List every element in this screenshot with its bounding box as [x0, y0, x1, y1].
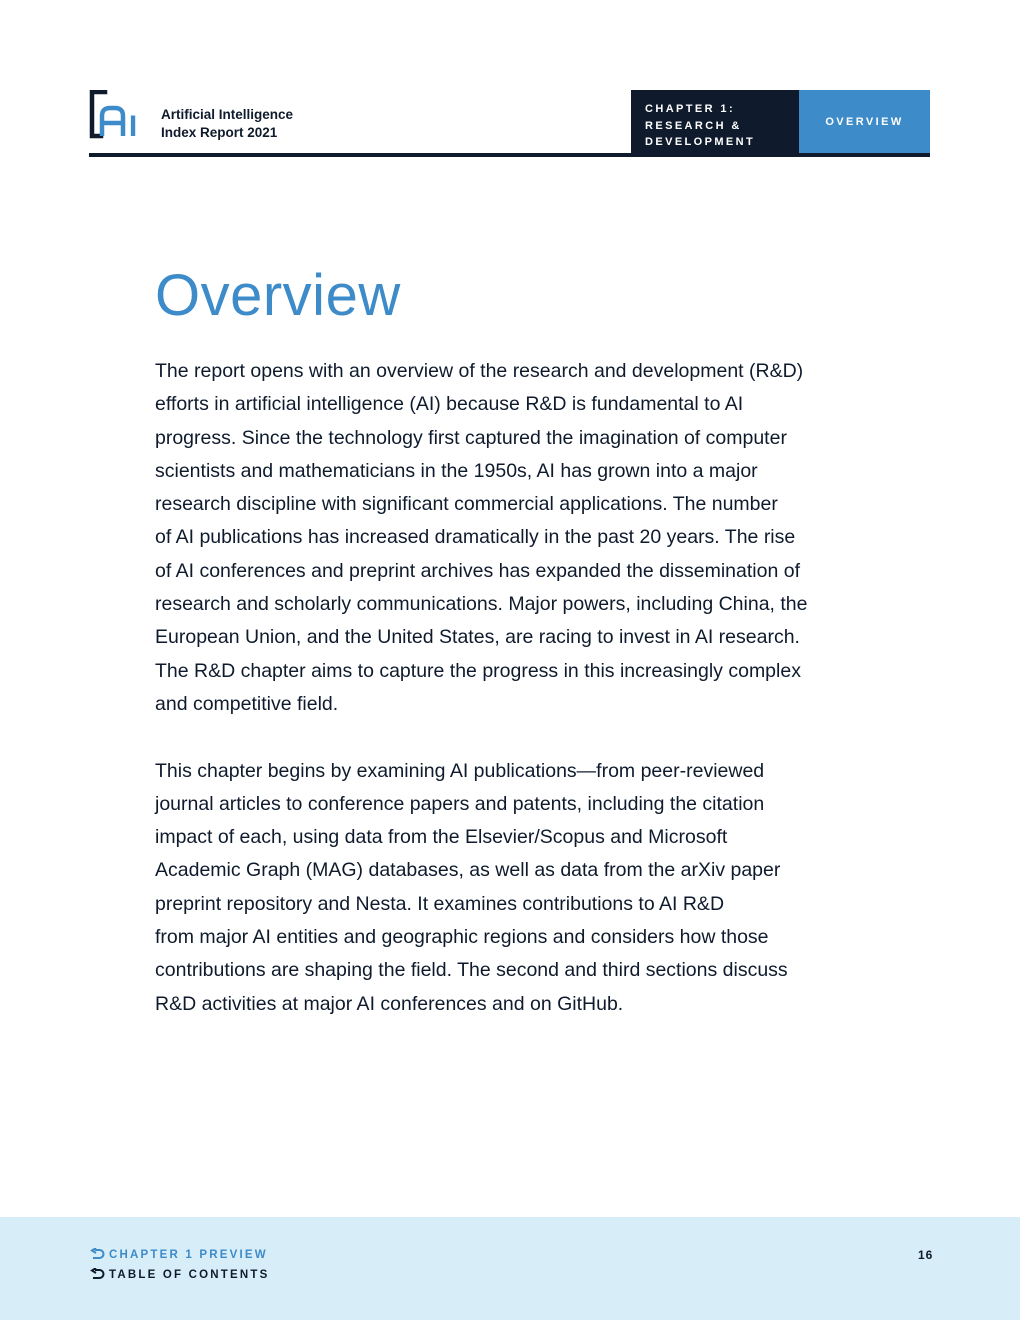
text-line: The R&D chapter aims to capture the progress in this increasingly complex	[155, 659, 801, 682]
text-line: of AI publications has increased dramatically in the past 20 years. The rise	[155, 526, 796, 549]
text-line: contributions are shaping the field. The second and third sections discuss	[155, 959, 788, 982]
chapter-preview-link[interactable]	[90, 1248, 268, 1261]
text-line: R&D activities at major AI conferences and on GitHub.	[155, 992, 624, 1015]
table-of-contents-label: TABLE OF CONTENTS	[109, 1268, 270, 1281]
chapter-preview-label: CHAPTER 1 PREVIEW	[109, 1248, 268, 1261]
paragraph-2	[155, 755, 900, 1021]
chapter-tab-line1: CHAPTER 1:	[645, 103, 736, 115]
svg-text:I: I	[128, 110, 138, 140]
text-line: efforts in artificial intelligence (AI) because R&D is fundamental to AI	[155, 393, 744, 416]
text-line: from major AI entities and geographic regions and considers how those	[155, 926, 769, 949]
return-arrow-icon	[90, 1268, 105, 1281]
page-header	[89, 90, 930, 156]
text-line: progress. Since the technology first captured the imagination of computer	[155, 426, 787, 449]
text-line: journal articles to conference papers and patents, including the citation	[155, 792, 765, 815]
header-divider	[89, 153, 930, 157]
chapter-tab-line3: DEVELOPMENT	[645, 136, 756, 148]
text-line: The report opens with an overview of the research and development (R&D)	[155, 360, 804, 382]
text-line: scientists and mathematicians in the 1950s, AI has grown into a major	[155, 459, 758, 482]
text-line: European Union, and the United States, are racing to invest in AI research.	[155, 626, 800, 649]
text-line: This chapter begins by examining AI publications—from peer-reviewed	[155, 759, 765, 782]
report-title	[161, 106, 293, 142]
report-title-line2: Index Report 2021	[161, 125, 278, 140]
paragraph-1	[155, 355, 900, 721]
ai-index-logo	[89, 90, 145, 140]
logo-text: AI	[117, 138, 118, 139]
text-line: impact of each, using data from the Elsevier/Scopus and Microsoft	[155, 826, 728, 849]
text-line: of AI conferences and preprint archives has expanded the dissemination of	[155, 559, 800, 582]
text-line: and competitive field.	[155, 692, 339, 715]
text-line: preprint repository and Nesta. It examines contributions to AI R&D	[155, 892, 725, 915]
page-footer	[0, 1217, 1020, 1320]
return-arrow-icon	[90, 1248, 105, 1261]
chapter-tab[interactable]	[631, 90, 799, 153]
page-number: 16	[918, 1248, 934, 1262]
text-line: research discipline with significant commercial applications. The number	[155, 493, 778, 516]
overview-tab[interactable]: OVERVIEW	[799, 90, 930, 153]
table-of-contents-link[interactable]	[90, 1268, 270, 1281]
chapter-tab-line2: RESEARCH &	[645, 119, 742, 132]
report-title-line1: Artificial Intelligence	[161, 107, 294, 122]
page-title: Overview	[155, 263, 401, 328]
body-text	[155, 355, 900, 1021]
text-line: Academic Graph (MAG) databases, as well as data from the arXiv paper	[155, 859, 781, 882]
text-line: research and scholarly communications. Major powers, including China, the	[155, 593, 808, 616]
